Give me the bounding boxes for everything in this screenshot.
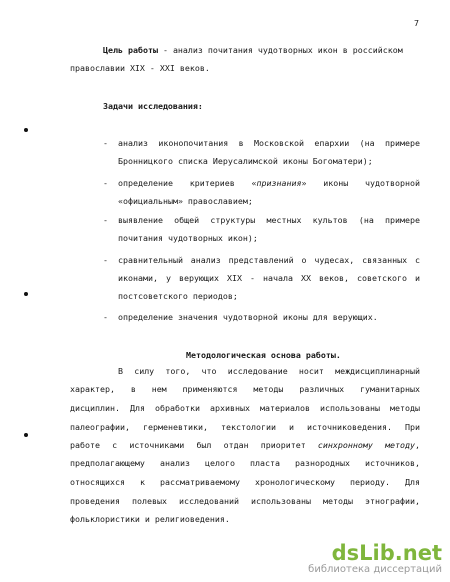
task-2-post: » иконы чудотворной	[301, 178, 420, 188]
goal-line-1	[103, 45, 403, 56]
margin-bullet-mark	[24, 128, 28, 132]
task-dash: -	[103, 312, 108, 322]
watermark-tagline: библиотека диссертаций	[308, 564, 442, 575]
task-2-line-2: «официальным» православием;	[118, 196, 253, 206]
task-4-line-3: постсоветского периодов;	[118, 291, 238, 301]
method-line: фольклористики и религиоведения.	[70, 514, 230, 524]
method-line: характер, в нем применяются методы различных гуманитарных	[70, 384, 420, 394]
goal-text: - анализ почитания чудотворных икон в российском	[157, 45, 403, 55]
task-4-line-1: сравнительный анализ представлений о чудесах, связанных с	[118, 255, 420, 265]
margin-bullet-mark	[24, 433, 28, 437]
task-1-line-2: Бронницкого списка Иерусалимской иконы Богоматери);	[118, 156, 373, 166]
task-dash: -	[103, 255, 108, 265]
task-dash: -	[103, 138, 108, 148]
task-dash: -	[103, 178, 108, 188]
task-2-pre: определение критериев «	[118, 178, 257, 188]
task-3-line-1: выявление общей структуры местных культов (на примере	[118, 215, 420, 225]
task-5-line-1: определение значения чудотворной иконы для верующих.	[118, 312, 378, 322]
method-line: В силу того, что исследование носит междисциплинарный	[118, 366, 420, 376]
method-heading: Методологическая основа работы.	[186, 350, 341, 360]
tasks-heading: Задачи исследования:	[103, 101, 203, 111]
method-line: палеографии, герменевтики, текстологии и источниковедения. При	[70, 422, 420, 432]
task-3-line-2: почитания чудотворных икон);	[118, 233, 258, 243]
goal-label: Цель работы	[103, 45, 158, 55]
task-dash: -	[103, 215, 108, 225]
method-line: дисциплин. Для обработки архивных материалов использованы методы	[70, 403, 420, 413]
method-italic-term: синхронному методу	[317, 440, 415, 450]
method-line: проведения полевых исследований использованы методы этнографии,	[70, 496, 420, 506]
watermark-logo[interactable]: dsLib.net	[331, 541, 442, 565]
task-2-line-1	[118, 178, 420, 189]
dslib-watermark[interactable]	[308, 542, 442, 576]
task-2-italic-word: признания	[256, 178, 302, 188]
goal-line-2: православии XIX - XXI веков.	[70, 63, 210, 73]
margin-bullet-mark	[24, 292, 28, 296]
method-line: предполагающему анализ целого пласта разнородных источников,	[70, 458, 420, 468]
task-1-line-1: анализ иконопочитания в Московской епархии (на примере	[118, 138, 420, 148]
task-4-line-2: иконами, у верующих XIX - начала XX веков, советского и	[118, 273, 420, 283]
method-line: работе с источниками был отдан приоритет синхронному методу,	[70, 440, 420, 450]
method-line: относящихся к рассматриваемому хронологическому периоду. Для	[70, 477, 420, 487]
page-number: 7	[414, 18, 419, 28]
